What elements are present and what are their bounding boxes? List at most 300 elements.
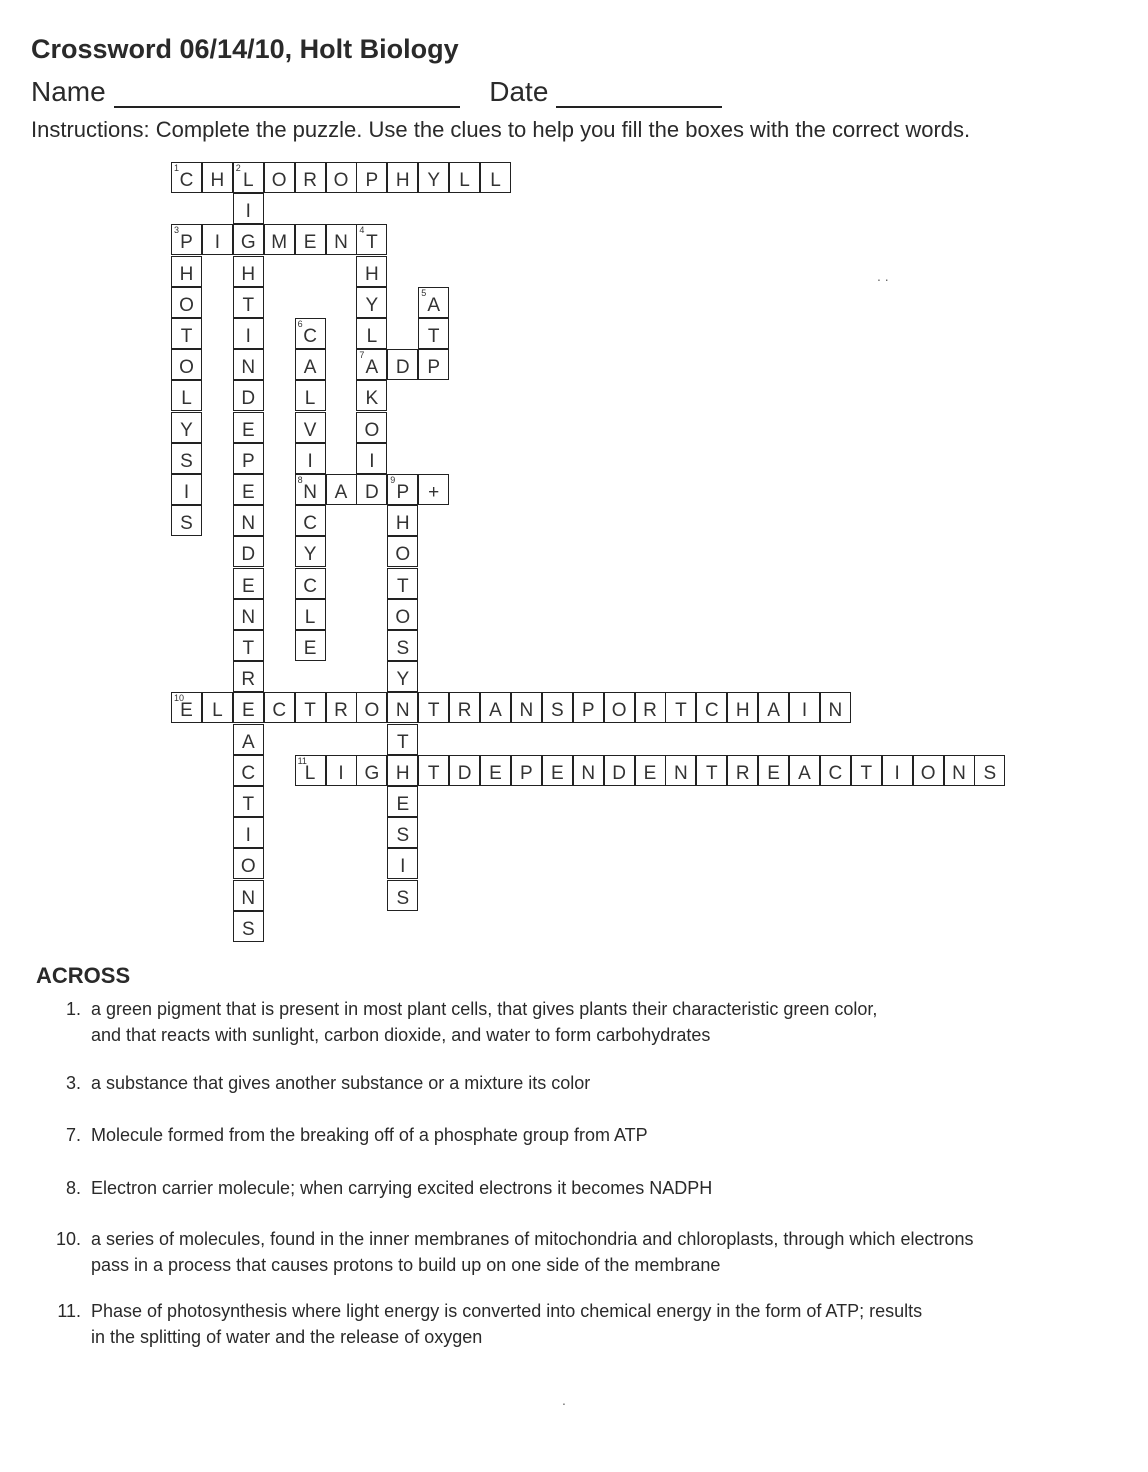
crossword-cell[interactable] [418, 287, 449, 318]
cell-letter: R [457, 700, 472, 722]
cell-letter: L [490, 170, 501, 191]
crossword-cell[interactable] [233, 630, 264, 661]
clue-3 [65, 1070, 1141, 1096]
crossword-cell[interactable] [326, 755, 357, 786]
crossword-cell[interactable] [295, 630, 326, 661]
crossword-cell[interactable] [295, 318, 326, 349]
clue-text-line: Molecule formed from the breaking off of a phosphate group from ATP [91, 1125, 648, 1145]
cell-letter: H [395, 170, 410, 191]
crossword-cell[interactable] [171, 412, 202, 443]
crossword-cell[interactable] [171, 505, 202, 536]
cell-number: 2 [235, 163, 241, 173]
worksheet-title: Crossword 06/14/10, Holt Biology [31, 34, 459, 64]
cell-number: 3 [174, 225, 180, 236]
crossword-cell[interactable] [387, 630, 418, 661]
cell-letter: C [303, 326, 317, 347]
crossword-cell[interactable] [511, 755, 542, 786]
crossword-cell[interactable] [635, 755, 666, 786]
cell-letter: L [243, 170, 254, 191]
crossword-cell[interactable] [356, 318, 387, 349]
cell-letter: D [395, 357, 410, 379]
cell-letter: L [181, 388, 192, 410]
clue-11 [57, 1298, 1141, 1350]
cell-number: 4 [359, 225, 365, 236]
cell-letter: I [338, 762, 344, 784]
cell-letter: O [179, 357, 194, 379]
cell-letter: A [241, 731, 255, 753]
cell-letter: I [400, 856, 406, 878]
cell-letter: L [212, 700, 223, 722]
crossword-cell[interactable] [604, 692, 635, 723]
cell-letter: D [612, 762, 626, 784]
crossword-cell[interactable] [171, 380, 202, 411]
clue-text-line: pass in a process that causes protons to build up on one side of the membrane [91, 1255, 721, 1275]
crossword-cell[interactable] [387, 536, 418, 567]
crossword-cell[interactable] [171, 256, 202, 287]
crossword-cell[interactable] [696, 755, 727, 786]
crossword-cell[interactable] [573, 755, 604, 786]
cell-letter: H [210, 170, 225, 191]
crossword-cell[interactable] [171, 692, 202, 723]
cell-letter: E [303, 638, 317, 659]
crossword-cell[interactable] [233, 786, 264, 817]
crossword-cell[interactable] [233, 817, 264, 848]
crossword-cell[interactable] [295, 162, 326, 193]
cell-letter: I [894, 762, 900, 784]
cell-letter: C [704, 700, 719, 722]
cell-letter: S [983, 762, 997, 784]
cell-letter: O [920, 762, 936, 784]
crossword-cell[interactable] [449, 755, 480, 786]
crossword-cell[interactable] [233, 505, 264, 536]
cell-letter: O [240, 856, 256, 878]
cell-letter: E [180, 700, 193, 722]
crossword-cell[interactable] [851, 755, 882, 786]
crossword-cell[interactable] [418, 349, 449, 380]
crossword-cell[interactable] [233, 256, 264, 287]
cell-letter: C [272, 700, 287, 722]
cell-letter: O [611, 700, 627, 722]
cell-number: 7 [359, 350, 365, 361]
cell-letter: R [303, 170, 317, 191]
crossword-cell[interactable] [264, 224, 295, 255]
cell-letter: Y [180, 419, 193, 441]
crossword-cell[interactable] [820, 755, 851, 786]
crossword-cell[interactable] [542, 755, 573, 786]
crossword-cell[interactable] [387, 349, 418, 380]
cell-letter: P [396, 482, 410, 503]
crossword-cell[interactable] [387, 786, 418, 817]
crossword-cell[interactable] [295, 692, 326, 723]
crossword-cell[interactable] [295, 568, 326, 599]
instructions: Instructions: Complete the puzzle. Use the clues to help you fill the boxes with the correct words. [31, 117, 971, 142]
cell-letter: T [427, 700, 440, 722]
clue-8 [65, 1175, 1141, 1201]
scan-speck: . . [877, 268, 889, 284]
crossword-cell[interactable] [202, 162, 233, 193]
cell-letter: E [550, 762, 564, 784]
crossword-cell[interactable] [356, 256, 387, 287]
cell-letter: T [180, 326, 193, 347]
crossword-cell[interactable] [233, 724, 264, 755]
cell-letter: T [860, 762, 873, 784]
cell-letter: C [179, 170, 194, 191]
crossword-cell[interactable] [356, 287, 387, 318]
cell-letter: N [241, 887, 256, 909]
cell-letter: A [798, 762, 811, 784]
crossword-cell[interactable] [387, 724, 418, 755]
crossword-cell[interactable] [295, 349, 326, 380]
crossword-cell[interactable] [356, 755, 387, 786]
clue-text-line: a green pigment that is present in most plant cells, that gives plants their characteristic green color, [91, 999, 878, 1019]
crossword-cell[interactable] [665, 692, 696, 723]
crossword-cell[interactable] [233, 755, 264, 786]
crossword-cell[interactable] [233, 911, 264, 942]
crossword-cell[interactable] [233, 536, 264, 567]
cell-letter: T [396, 575, 409, 597]
crossword-cell[interactable] [418, 692, 449, 723]
cell-letter: T [427, 762, 440, 784]
cell-letter: N [519, 700, 534, 722]
cell-letter: H [395, 513, 410, 535]
cell-letter: E [303, 232, 317, 254]
crossword-cell[interactable] [171, 287, 202, 318]
cell-letter: T [242, 294, 255, 316]
clue-number: 11. [57, 1301, 81, 1321]
crossword-cell[interactable] [233, 412, 264, 443]
crossword-cell[interactable] [387, 568, 418, 599]
cell-number: 9 [390, 475, 396, 485]
cell-letter: S [396, 825, 410, 847]
cell-letter: T [675, 700, 687, 722]
cell-letter: T [366, 232, 378, 254]
cell-letter: A [489, 700, 502, 722]
cell-letter: E [241, 482, 255, 503]
cell-letter: + [428, 482, 440, 503]
cell-number: 1 [174, 163, 180, 173]
crossword-cell[interactable] [295, 224, 326, 255]
cell-letter: I [245, 326, 251, 347]
crossword-cell[interactable] [356, 412, 387, 443]
cell-letter: S [180, 513, 193, 535]
crossword-cell[interactable] [604, 755, 635, 786]
cell-letter: K [365, 388, 379, 410]
clue-7 [65, 1122, 1141, 1148]
crossword-cell[interactable] [356, 443, 387, 474]
crossword-cell[interactable] [387, 599, 418, 630]
cell-letter: Y [303, 544, 317, 566]
crossword-cell[interactable] [356, 349, 387, 380]
cell-letter: P [241, 450, 255, 472]
crossword-cell[interactable] [233, 349, 264, 380]
crossword-cell[interactable] [387, 880, 418, 911]
crossword-cell[interactable] [171, 162, 202, 193]
crossword-cell[interactable] [295, 599, 326, 630]
clue-number: 8. [65, 1178, 81, 1198]
cell-number: 8 [297, 475, 303, 485]
cell-letter: I [214, 232, 221, 254]
crossword-cell[interactable] [665, 755, 696, 786]
crossword-cell[interactable] [295, 536, 326, 567]
cell-letter: A [365, 357, 379, 379]
cell-letter: E [643, 762, 657, 784]
crossword-cell[interactable] [264, 692, 295, 723]
cell-letter: T [304, 700, 316, 722]
crossword-cell[interactable] [295, 380, 326, 411]
cell-letter: H [735, 700, 750, 722]
crossword-cell[interactable] [727, 692, 758, 723]
cell-letter: N [581, 762, 596, 784]
clue-10 [55, 1226, 1141, 1278]
cell-letter: Y [427, 170, 441, 191]
crossword-cell[interactable] [233, 880, 264, 911]
crossword-cell[interactable] [418, 162, 449, 193]
crossword-cell[interactable] [449, 692, 480, 723]
crossword-cell[interactable] [264, 162, 295, 193]
crossword-cell[interactable] [387, 162, 418, 193]
crossword-cell[interactable] [202, 224, 233, 255]
clue-text-line: in the splitting of water and the release of oxygen [91, 1327, 483, 1347]
cell-letter: A [303, 357, 317, 379]
cell-letter: H [395, 762, 410, 784]
cell-letter: I [245, 201, 251, 223]
crossword-cell[interactable] [233, 848, 264, 879]
crossword-cell[interactable] [789, 755, 820, 786]
crossword-cell[interactable] [449, 162, 480, 193]
cell-letter: P [180, 232, 193, 254]
crossword-cell[interactable] [233, 443, 264, 474]
cell-letter: L [366, 326, 378, 347]
scan-speck: . [562, 1392, 566, 1408]
crossword-cell[interactable] [233, 224, 264, 255]
clue-number: 1. [65, 999, 81, 1019]
crossword-cell[interactable] [542, 692, 573, 723]
cell-letter: S [550, 700, 564, 722]
cell-letter: D [241, 544, 256, 566]
cell-number: 5 [421, 287, 427, 298]
cell-letter: A [334, 482, 348, 503]
cell-number: 11 [297, 755, 307, 766]
cell-letter: V [303, 419, 317, 441]
cell-letter: E [767, 762, 780, 784]
cell-letter: H [179, 263, 194, 285]
cell-letter: N [828, 700, 843, 722]
crossword-cell[interactable] [233, 692, 264, 723]
cell-letter: E [241, 419, 255, 441]
cell-letter: P [365, 170, 379, 191]
crossword-cell[interactable] [480, 692, 511, 723]
cell-letter: O [395, 544, 411, 566]
cell-letter: N [334, 232, 348, 254]
cell-letter: A [427, 294, 441, 316]
cell-letter: Y [396, 669, 410, 691]
crossword-cell[interactable] [233, 661, 264, 692]
crossword-cell[interactable] [356, 380, 387, 411]
clue-text-line: a series of molecules, found in the inner membranes of mitochondria and chloroplasts, through which electrons [91, 1229, 974, 1249]
cell-letter: L [304, 762, 316, 784]
cell-letter: G [364, 762, 380, 784]
crossword-cell[interactable] [913, 755, 944, 786]
crossword-cell[interactable] [820, 692, 851, 723]
cell-letter: C [241, 762, 256, 784]
crossword-cell[interactable] [356, 692, 387, 723]
cell-letter: M [271, 232, 288, 254]
crossword-cell[interactable] [233, 380, 264, 411]
crossword-cell[interactable] [295, 755, 326, 786]
cell-letter: L [459, 170, 470, 191]
crossword-cell[interactable] [387, 848, 418, 879]
cell-letter: N [241, 606, 256, 628]
crossword-cell[interactable] [356, 224, 387, 255]
crossword-cell[interactable] [418, 755, 449, 786]
cell-letter: I [183, 482, 190, 503]
crossword-cell[interactable] [233, 193, 264, 224]
cell-letter: E [489, 762, 502, 784]
clue-number: 7. [65, 1125, 81, 1145]
crossword-cell[interactable] [418, 318, 449, 349]
cell-letter: E [396, 794, 410, 815]
crossword-cell[interactable] [202, 692, 233, 723]
cell-letter: A [767, 700, 780, 722]
crossword-cell[interactable] [387, 755, 418, 786]
cell-letter: S [396, 638, 410, 659]
crossword-cell[interactable] [295, 443, 326, 474]
cell-letter: G [240, 232, 256, 254]
crossword-cell[interactable] [326, 474, 357, 505]
cell-letter: I [801, 700, 808, 722]
crossword-cell[interactable] [233, 162, 264, 193]
cell-letter: N [303, 482, 317, 503]
cell-letter: S [396, 887, 410, 909]
crossword-cell[interactable] [233, 568, 264, 599]
crossword-cell[interactable] [233, 599, 264, 630]
crossword-cell[interactable] [635, 692, 666, 723]
crossword-cell[interactable] [356, 162, 387, 193]
cell-letter: T [427, 326, 440, 347]
cell-letter: T [242, 638, 255, 659]
clue-text-line: and that reacts with sunlight, carbon dioxide, and water to form carbohydrates [91, 1025, 711, 1045]
crossword-cell[interactable] [295, 505, 326, 536]
crossword-cell[interactable] [233, 318, 264, 349]
cell-letter: O [179, 294, 194, 316]
cell-letter: R [334, 700, 348, 722]
cell-letter: P [520, 762, 533, 784]
crossword-cell[interactable] [758, 755, 789, 786]
cell-letter: P [581, 700, 595, 722]
crossword-cell[interactable] [387, 692, 418, 723]
cell-letter: O [364, 700, 380, 722]
crossword-cell[interactable] [233, 287, 264, 318]
clue-text-line: Phase of photosynthesis where light energy is converted into chemical energy in the form of ATP; results [91, 1301, 923, 1321]
cell-letter: E [241, 575, 255, 597]
cell-letter: O [364, 419, 380, 441]
crossword-cell[interactable] [418, 474, 449, 505]
crossword-cell[interactable] [171, 224, 202, 255]
cell-letter: N [241, 513, 256, 535]
cell-letter: P [427, 357, 441, 379]
cell-letter: T [705, 762, 718, 784]
cell-letter: N [241, 357, 256, 379]
cell-letter: N [395, 700, 410, 722]
cell-letter: Y [365, 294, 379, 316]
crossword-cell[interactable] [326, 224, 357, 255]
name-label: Name [31, 76, 106, 107]
crossword-cell[interactable] [480, 162, 511, 193]
crossword-cell[interactable] [387, 661, 418, 692]
cell-letter: T [242, 794, 255, 815]
cell-letter: O [271, 170, 287, 191]
across-heading: ACROSS [36, 963, 131, 988]
cell-letter: S [180, 450, 193, 472]
crossword-cell[interactable] [295, 412, 326, 443]
cell-letter: C [828, 762, 843, 784]
crossword-cell[interactable] [387, 474, 418, 505]
crossword-cell[interactable] [295, 474, 326, 505]
cell-letter: I [307, 450, 313, 472]
cell-number: 6 [297, 319, 303, 329]
cell-number: 10 [174, 693, 185, 704]
crossword-cell[interactable] [511, 692, 542, 723]
cell-letter: C [303, 575, 317, 597]
cell-letter: T [396, 731, 409, 753]
crossword-cell[interactable] [171, 349, 202, 380]
crossword-cell[interactable] [171, 474, 202, 505]
cell-letter: O [395, 606, 411, 628]
cell-letter: D [241, 388, 256, 410]
crossword-cell[interactable] [480, 755, 511, 786]
cell-letter: C [303, 513, 317, 535]
crossword-cell[interactable] [758, 692, 789, 723]
clue-text-line: a substance that gives another substance or a mixture its color [91, 1073, 591, 1093]
cell-letter: D [457, 762, 472, 784]
crossword-cell[interactable] [171, 318, 202, 349]
cell-letter: N [952, 762, 966, 784]
clue-1 [65, 996, 1141, 1048]
crossword-cell[interactable] [974, 755, 1005, 786]
cell-letter: R [241, 669, 256, 691]
crossword-cell[interactable] [387, 505, 418, 536]
crossword-cell[interactable] [233, 474, 264, 505]
cell-letter: H [241, 263, 256, 285]
cell-letter: I [369, 450, 375, 472]
clue-number: 3. [65, 1073, 81, 1093]
cell-letter: R [643, 700, 657, 722]
crossword-cell[interactable] [882, 755, 913, 786]
cell-letter: D [365, 482, 379, 503]
cell-letter: L [304, 388, 316, 410]
clue-text-line: Electron carrier molecule; when carrying excited electrons it becomes NADPH [91, 1178, 713, 1198]
crossword-cell[interactable] [326, 692, 357, 723]
clue-number: 10. [55, 1229, 81, 1249]
crossword-cell[interactable] [696, 692, 727, 723]
cell-letter: O [333, 170, 349, 191]
crossword-cell[interactable] [727, 755, 758, 786]
crossword-cell[interactable] [171, 443, 202, 474]
cell-letter: R [735, 762, 750, 784]
crossword-cell[interactable] [326, 162, 357, 193]
cell-letter: H [365, 263, 379, 285]
cell-letter: E [241, 700, 255, 722]
date-label: Date [489, 76, 549, 107]
crossword-cell[interactable] [356, 474, 387, 505]
crossword-cell[interactable] [573, 692, 604, 723]
cell-letter: S [241, 918, 255, 940]
crossword-cell[interactable] [944, 755, 975, 786]
crossword-cell[interactable] [387, 817, 418, 848]
crossword-cell[interactable] [789, 692, 820, 723]
cell-letter: I [245, 825, 251, 847]
cell-letter: L [304, 606, 316, 628]
